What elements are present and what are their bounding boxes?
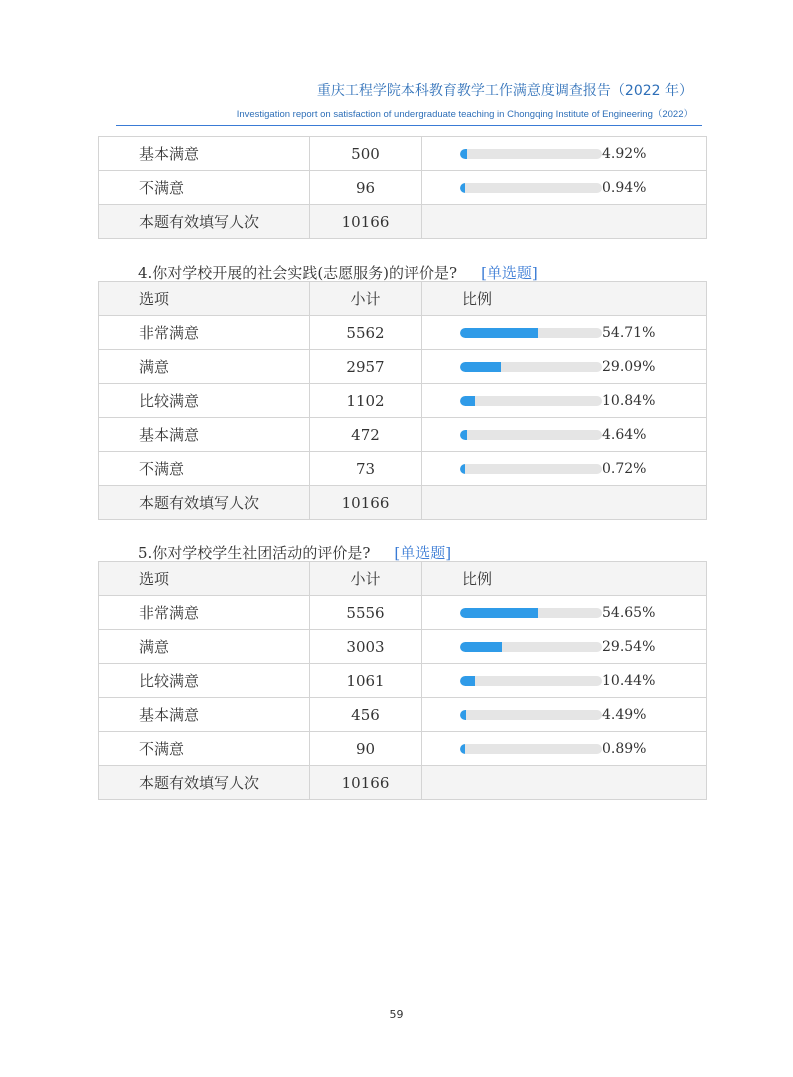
table-row <box>99 171 707 205</box>
total-count: 10166 <box>310 486 422 520</box>
page-number: 59 <box>389 1008 404 1021</box>
option-label: 非常满意 <box>99 596 310 630</box>
total-label: 本题有效填写人次 <box>99 205 310 239</box>
option-label: 不满意 <box>99 732 310 766</box>
table-row <box>99 418 707 452</box>
table-row <box>99 698 707 732</box>
total-row <box>99 766 707 800</box>
progress-bar-track <box>460 396 602 406</box>
option-label: 满意 <box>99 630 310 664</box>
option-ratio <box>422 732 707 766</box>
progress-bar-fill <box>460 430 467 440</box>
option-count: 90 <box>310 732 422 766</box>
progress-bar-fill <box>460 710 466 720</box>
progress-bar-track <box>460 362 602 372</box>
header-option: 选项 <box>99 562 310 596</box>
option-ratio <box>422 698 707 732</box>
total-count: 10166 <box>310 766 422 800</box>
option-percent: 4.92% <box>602 145 647 162</box>
header-ratio <box>422 282 707 316</box>
header-divider <box>116 125 702 126</box>
progress-bar-fill <box>460 328 538 338</box>
header-option: 选项 <box>99 282 310 316</box>
option-label: 基本满意 <box>99 137 310 171</box>
header-count: 小计 <box>310 562 422 596</box>
header-ratio <box>422 562 707 596</box>
question-type: [单选题] <box>481 264 538 282</box>
option-percent: 0.72% <box>602 460 647 477</box>
header-ratio-label: 比例 <box>462 290 493 308</box>
question-title <box>138 542 451 563</box>
option-ratio <box>422 664 707 698</box>
option-label: 满意 <box>99 350 310 384</box>
option-ratio <box>422 384 707 418</box>
option-label: 比较满意 <box>99 664 310 698</box>
option-ratio <box>422 350 707 384</box>
question-title <box>138 262 538 283</box>
option-count: 5556 <box>310 596 422 630</box>
table-row <box>99 316 707 350</box>
report-title: 重庆工程学院本科教育教学工作满意度调查报告（2022 年） <box>316 83 693 99</box>
option-ratio <box>422 596 707 630</box>
progress-bar-fill <box>460 744 465 754</box>
option-label: 比较满意 <box>99 384 310 418</box>
total-label: 本题有效填写人次 <box>99 486 310 520</box>
table-row <box>99 732 707 766</box>
option-percent: 0.89% <box>602 740 647 757</box>
total-empty <box>422 205 707 239</box>
table-row <box>99 596 707 630</box>
header-count: 小计 <box>310 282 422 316</box>
table-row <box>99 350 707 384</box>
question-text: 5.你对学校学生社团活动的评价是? <box>138 544 371 562</box>
option-label: 不满意 <box>99 171 310 205</box>
progress-bar-fill <box>460 608 538 618</box>
option-ratio <box>422 137 707 171</box>
progress-bar-fill <box>460 149 467 159</box>
progress-bar-track <box>460 744 602 754</box>
question-text: 4.你对学校开展的社会实践(志愿服务)的评价是? <box>138 264 458 282</box>
progress-bar-fill <box>460 464 465 474</box>
option-count: 73 <box>310 452 422 486</box>
progress-bar-track <box>460 676 602 686</box>
progress-bar-fill <box>460 396 475 406</box>
survey-table-q4 <box>98 281 707 520</box>
progress-bar-fill <box>460 642 502 652</box>
option-percent: 10.44% <box>602 672 656 689</box>
table-row <box>99 137 707 171</box>
total-row <box>99 486 707 520</box>
header-ratio-label: 比例 <box>462 570 493 588</box>
progress-bar-track <box>460 328 602 338</box>
option-percent: 10.84% <box>602 392 656 409</box>
option-percent: 29.54% <box>602 638 656 655</box>
option-percent: 54.71% <box>602 324 656 341</box>
table-header-row <box>99 562 707 596</box>
option-count: 1061 <box>310 664 422 698</box>
progress-bar-fill <box>460 362 501 372</box>
option-count: 96 <box>310 171 422 205</box>
option-ratio <box>422 418 707 452</box>
option-label: 基本满意 <box>99 698 310 732</box>
progress-bar-track <box>460 149 602 159</box>
option-count: 5562 <box>310 316 422 350</box>
option-percent: 0.94% <box>602 179 647 196</box>
progress-bar-track <box>460 642 602 652</box>
survey-table-continued <box>98 136 707 239</box>
total-count: 10166 <box>310 205 422 239</box>
option-ratio <box>422 171 707 205</box>
total-row <box>99 205 707 239</box>
option-count: 472 <box>310 418 422 452</box>
progress-bar-track <box>460 608 602 618</box>
option-count: 1102 <box>310 384 422 418</box>
progress-bar-track <box>460 430 602 440</box>
option-ratio <box>422 452 707 486</box>
progress-bar-track <box>460 183 602 193</box>
option-label: 基本满意 <box>99 418 310 452</box>
table-header-row <box>99 282 707 316</box>
option-ratio <box>422 316 707 350</box>
survey-table-q5 <box>98 561 707 800</box>
progress-bar-track <box>460 464 602 474</box>
total-empty <box>422 486 707 520</box>
progress-bar-fill <box>460 676 475 686</box>
progress-bar-fill <box>460 183 465 193</box>
table-row <box>99 384 707 418</box>
option-count: 500 <box>310 137 422 171</box>
report-subtitle: Investigation report on satisfaction of undergraduate teaching in Chongqing Institute of Engineering（2022） <box>236 109 693 120</box>
question-type: [单选题] <box>394 544 452 562</box>
option-percent: 54.65% <box>602 604 656 621</box>
total-empty <box>422 766 707 800</box>
option-percent: 4.64% <box>602 426 647 443</box>
option-percent: 4.49% <box>602 706 647 723</box>
table-row <box>99 452 707 486</box>
table-row <box>99 664 707 698</box>
option-count: 3003 <box>310 630 422 664</box>
option-label: 非常满意 <box>99 316 310 350</box>
option-count: 2957 <box>310 350 422 384</box>
option-count: 456 <box>310 698 422 732</box>
option-label: 不满意 <box>99 452 310 486</box>
table-row <box>99 630 707 664</box>
total-label: 本题有效填写人次 <box>99 766 310 800</box>
progress-bar-track <box>460 710 602 720</box>
option-percent: 29.09% <box>602 358 656 375</box>
option-ratio <box>422 630 707 664</box>
